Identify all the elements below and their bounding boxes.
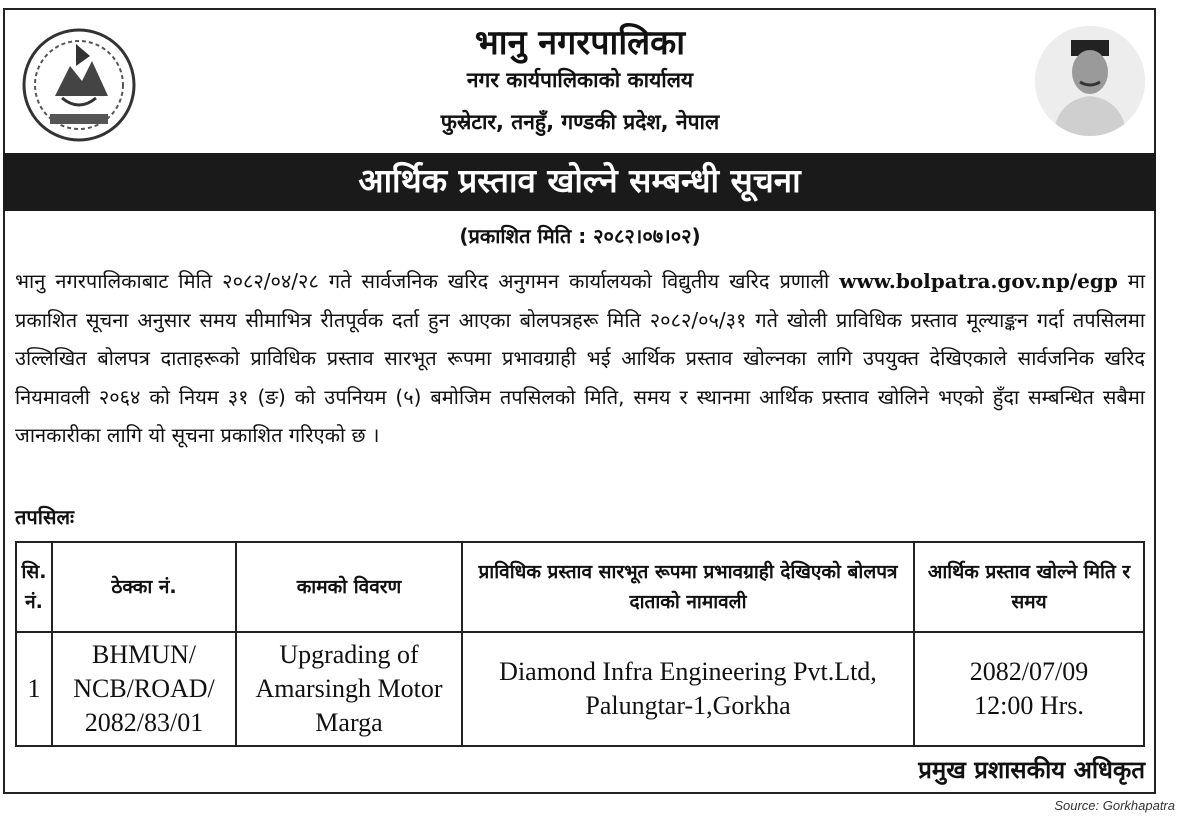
published-date: (प्रकाशित मिति : २०८२।०७।०२) [459, 224, 701, 248]
opening-time: 12:00 Hrs. [974, 691, 1084, 720]
notice-body [15, 262, 1145, 455]
header-sn: सि. नं. [16, 542, 52, 632]
tapsil-label: तपसिलः [15, 505, 75, 529]
table-header-row [16, 542, 1144, 632]
source-credit: Source: Gorkhapatra [1054, 798, 1175, 813]
cell-opening [914, 632, 1144, 746]
office-name: नगर कार्यपालिकाको कार्यालय [466, 68, 694, 92]
municipality-name: भानु नगरपालिका [474, 23, 686, 63]
bid-table [15, 541, 1145, 747]
office-address: फुस्रेटार, तनहुँ, गण्डकी प्रदेश, नेपाल [440, 110, 720, 134]
cell-work-desc: Upgrading of Amarsingh Motor Marga [236, 632, 462, 746]
body-text-part2: मा प्रकाशित सूचना अनुसार समय सीमाभित्र रीतपूर्वक दर्ता हुन आएका बोलपत्रहरू मिति २०८२/०५/३१ गते खोली प्राविधिक प्रस्ताव मूल्याङ्कन गर्दा तपसिलमा उल्लिखित बोलपत्र दाताहरूको प्राविधिक प्रस्ताव सारभूत रूपमा प्रभावग्राही भई आर्थिक प्रस्ताव खोल्नका लागि उपयुक्त देखिएकाले सार्वजनिक खरिद नियमावली २०६४ को नियम ३१ (ङ) को उपनियम (५) बमोजिम तपसिलको मिति, समय र स्थानमा आर्थिक प्रस्ताव खोलिने भएको हुँदा सम्बन्धित सबैमा जानकारीका लागि यो सूचना प्रकाशित गरिएको छ । [15, 269, 1146, 447]
header-contract-no: ठेक्का नं. [52, 542, 236, 632]
nepal-government-emblem-icon [20, 26, 138, 144]
opening-date: 2082/07/09 [969, 657, 1089, 686]
bolpatra-link[interactable]: www.bolpatra.gov.np/egp [839, 269, 1118, 293]
portrait-photo [1035, 26, 1145, 136]
header-bidder: प्राविधिक प्रस्ताव सारभूत रूपमा प्रभावग्राही देखिएको बोलपत्र दाताको नामावली [462, 542, 914, 632]
signatory-title: प्रमुख प्रशासकीय अधिकृत [918, 756, 1145, 784]
cell-sn: 1 [16, 632, 52, 746]
cell-bidder: Diamond Infra Engineering Pvt.Ltd, Palungtar-1,Gorkha [462, 632, 914, 746]
cell-contract-no: BHMUN/ NCB/ROAD/ 2082/83/01 [52, 632, 236, 746]
notice-title: आर्थिक प्रस्ताव खोल्ने सम्बन्धी सूचना [3, 153, 1156, 211]
table-row [16, 632, 1144, 746]
header-work-desc: कामको विवरण [236, 542, 462, 632]
header-opening: आर्थिक प्रस्ताव खोल्ने मिति र समय [914, 542, 1144, 632]
body-text-part1: भानु नगरपालिकाबाट मिति २०८२/०४/२८ गते सार्वजनिक खरिद अनुगमन कार्यालयको विद्युतीय खरिद प्रणाली [15, 269, 840, 293]
